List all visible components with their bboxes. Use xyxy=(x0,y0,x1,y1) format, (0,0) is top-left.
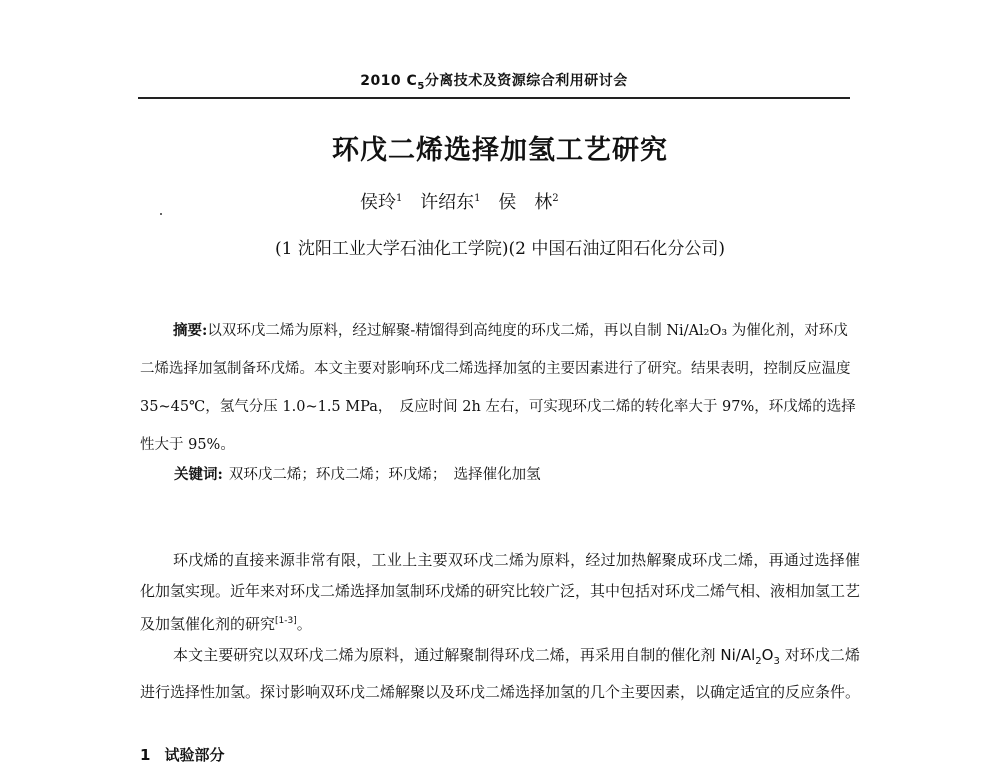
paragraph-text: 对环戊二烯进行选择性加氢。探讨影响双环戊二烯解聚以及环戊二烯选择加氢的几个主要因素，以确定适宜的反应条件。 xyxy=(140,645,861,701)
author-list xyxy=(360,188,571,214)
running-head-post: 分离技术及资源综合利用研讨会 xyxy=(424,73,628,89)
body-paragraph xyxy=(140,545,860,640)
running-head-sub: 5 xyxy=(417,80,425,92)
header-rule xyxy=(138,97,850,99)
abstract-paragraph xyxy=(140,312,860,464)
paragraph-text: 环戊烯的直接来源非常有限，工业上主要双环戊二烯为原料，经过加热解聚成环戊二烯，再通过选择催化加氢实现。近年来对环戊二烯选择加氢制环戊烯的研究比较广泛，其中包括对环戊二烯气相、液相加氢工艺及加氢催化剂的研究 xyxy=(140,551,861,633)
keywords-text: 双环戊二烯；环戊二烯；环戊烯； 选择催化加氢 xyxy=(228,467,541,483)
body-text xyxy=(140,545,860,708)
abstract xyxy=(140,312,860,464)
scan-speck xyxy=(160,213,162,215)
formula-part: O xyxy=(761,645,774,664)
author xyxy=(498,188,558,214)
running-head xyxy=(138,70,850,92)
keywords xyxy=(174,463,541,484)
paragraph-end: 。 xyxy=(296,615,312,633)
citation-ref: [1-3] xyxy=(275,616,297,626)
author xyxy=(360,188,402,214)
body-paragraph xyxy=(140,640,860,708)
keywords-label: 关键词: xyxy=(174,466,223,483)
author-sup: 1 xyxy=(474,193,481,204)
formula-subscript: 2 xyxy=(755,655,762,667)
paper-title: 环戊二烯选择加氢工艺研究 xyxy=(332,135,668,166)
paragraph-text: 本文主要研究以双环戊二烯为原料，通过解聚制得环戊二烯，再采用自制的催化剂 Ni/Al xyxy=(173,645,756,664)
author-name: 侯玲 xyxy=(360,192,396,213)
running-head-pre: 2010 C xyxy=(360,73,418,89)
section-heading xyxy=(140,744,224,765)
abstract-label: 摘要: xyxy=(173,322,208,339)
author-sup: 1 xyxy=(396,193,403,204)
author-sup: 2 xyxy=(552,193,559,204)
formula-subscript: 3 xyxy=(773,655,780,667)
author xyxy=(420,188,480,214)
section-number: 1 xyxy=(140,746,151,764)
author-name: 侯 林 xyxy=(498,192,553,213)
section-title: 试验部分 xyxy=(164,746,225,764)
abstract-text: 以双环戊二烯为原料，经过解聚-精馏得到高纯度的环戊二烯，再以自制 Ni/Al₂O₃ 为催化剂，对环戊二烯选择加氢制备环戊烯。本文主要对影响环戊二烯选择加氢的主要因素进行了研究。结果表明，控制反应温度 35~45℃，氢气分压 1.0~1.5 MPa， 反应时间 2h 左右，可实现环戊二烯的转化率大于 97%，环戊烯的选择性大于 95%。 xyxy=(140,323,856,453)
affiliation: (1 沈阳工业大学石油化工学院)(2 中国石油辽阳石化分公司) xyxy=(275,239,725,259)
author-name: 许绍东 xyxy=(420,192,475,213)
